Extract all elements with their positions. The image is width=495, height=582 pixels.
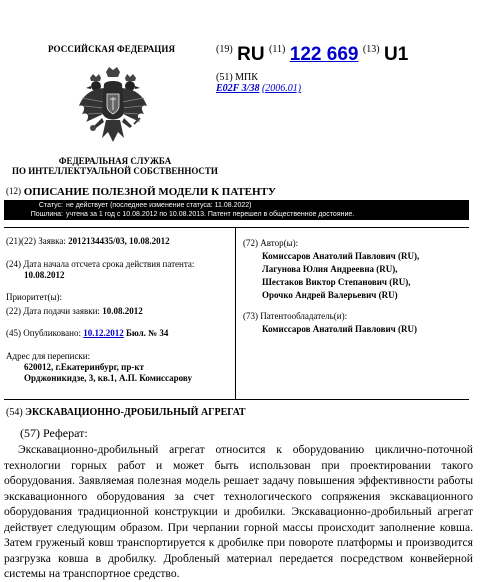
abstract-text: Экскавационно-дробильный агрегат относится к оборудованию циклично-поточной технологии горных работ и может быть использован при проектировании такого оборудования. Заявляемая полезная модель решает задачу повышения эффективности работы экскавационного оборудования за счет технологического сопряжения экскавационного оборудования традиционной конструкции и дробилки. Экскавационно-дробильный агрегат действует следующим образом. При черпании горной массы происходит заполнение ковша. Затем груженый ковш транспортируется к дробилке при повороте платформы и производится разгрузка ковша в дробилку. Дробленый материал передается посредством конвейерной системы на транспортное средство. xyxy=(4,443,473,580)
application-value: 2012134435/03, 10.08.2012 xyxy=(68,236,170,246)
utility-model-name xyxy=(6,407,246,418)
fee-label: Пошлина: xyxy=(30,211,63,218)
mpk-label: (51) МПК xyxy=(216,72,258,83)
double-headed-eagle-emblem-icon xyxy=(76,66,150,152)
address-field xyxy=(6,351,234,384)
term-start-value: 10.08.2012 xyxy=(24,270,65,280)
document-title xyxy=(6,186,276,198)
term-start-field xyxy=(6,259,234,281)
publication-number-block xyxy=(216,44,408,66)
code-13: (13) xyxy=(362,44,380,55)
country-code: RU xyxy=(237,44,265,65)
abstract-heading: (57) Реферат: xyxy=(20,426,88,440)
column-divider xyxy=(235,227,236,400)
filing-date-value: 10.08.2012 xyxy=(102,306,143,316)
priority-label: Приоритет(ы): xyxy=(6,292,63,302)
status-value: не действует (последнее изменение статуса: 11.08.2022) xyxy=(66,202,252,209)
author-item: Лагунова Юлия Андреевна (RU), xyxy=(262,264,398,274)
authors-list xyxy=(262,250,419,302)
published-label: (45) Опубликовано: xyxy=(6,328,81,338)
code-19: (19) xyxy=(216,44,233,55)
title-code: (12) xyxy=(6,186,21,196)
code-11: (11) xyxy=(269,44,286,55)
mpk-class-link[interactable]: E02F 3/38 xyxy=(216,83,260,94)
mpk-version-link[interactable]: (2006.01) xyxy=(261,83,302,94)
name-text: ЭКСКАВАЦИОННО-ДРОБИЛЬНЫЙ АГРЕГАТ xyxy=(25,407,246,418)
address-line-1: 620012, г.Екатеринбург, пр-кт xyxy=(24,362,144,372)
agency-name xyxy=(0,156,230,176)
name-code: (54) xyxy=(6,407,23,418)
country-name: РОССИЙСКАЯ ФЕДЕРАЦИЯ xyxy=(48,44,176,54)
bulletin-number: Бюл. № 34 xyxy=(125,328,169,338)
author-item: Комиссаров Анатолий Павлович (RU), xyxy=(262,251,420,261)
authors-label: (72) Автор(ы): xyxy=(243,238,299,248)
fee-value: учтена за 1 год с 10.08.2012 по 10.08.2013. Патент перешел в общественное достояние. xyxy=(66,211,355,218)
filing-date-label: (22) Дата подачи заявки: xyxy=(6,306,100,316)
patent-holder-label: (73) Патентообладатель(и): xyxy=(243,311,348,321)
status-label: Статус: xyxy=(38,202,63,209)
application-label: (21)(22) Заявка: xyxy=(6,236,66,246)
author-item: Шестаков Виктор Степанович (RU), xyxy=(262,277,411,287)
patent-number-link[interactable]: 122 669 xyxy=(289,44,359,65)
address-label: Адрес для переписки: xyxy=(6,351,91,361)
patent-holder-value: Комиссаров Анатолий Павлович (RU) xyxy=(262,324,417,334)
published-date-link[interactable]: 10.12.2012 xyxy=(83,328,124,338)
author-item: Орочко Андрей Валерьевич (RU) xyxy=(262,290,398,300)
published-field xyxy=(6,328,168,339)
status-bar xyxy=(4,200,469,220)
application-field xyxy=(6,236,170,247)
address-line-2: Орджоникидзе, 3, кв.1, А.П. Комиссарову xyxy=(24,373,192,383)
title-text: ОПИСАНИЕ ПОЛЕЗНОЙ МОДЕЛИ К ПАТЕНТУ xyxy=(23,186,276,198)
term-start-label: (24) Дата начала отсчета срока действия патента: xyxy=(6,259,195,269)
filing-date-field xyxy=(6,306,143,317)
mpk-block xyxy=(216,72,301,94)
kind-code: U1 xyxy=(384,44,409,65)
agency-line-2: ПО ИНТЕЛЛЕКТУАЛЬНОЙ СОБСТВЕННОСТИ xyxy=(12,166,218,176)
agency-line-1: ФЕДЕРАЛЬНАЯ СЛУЖБА xyxy=(58,156,172,166)
